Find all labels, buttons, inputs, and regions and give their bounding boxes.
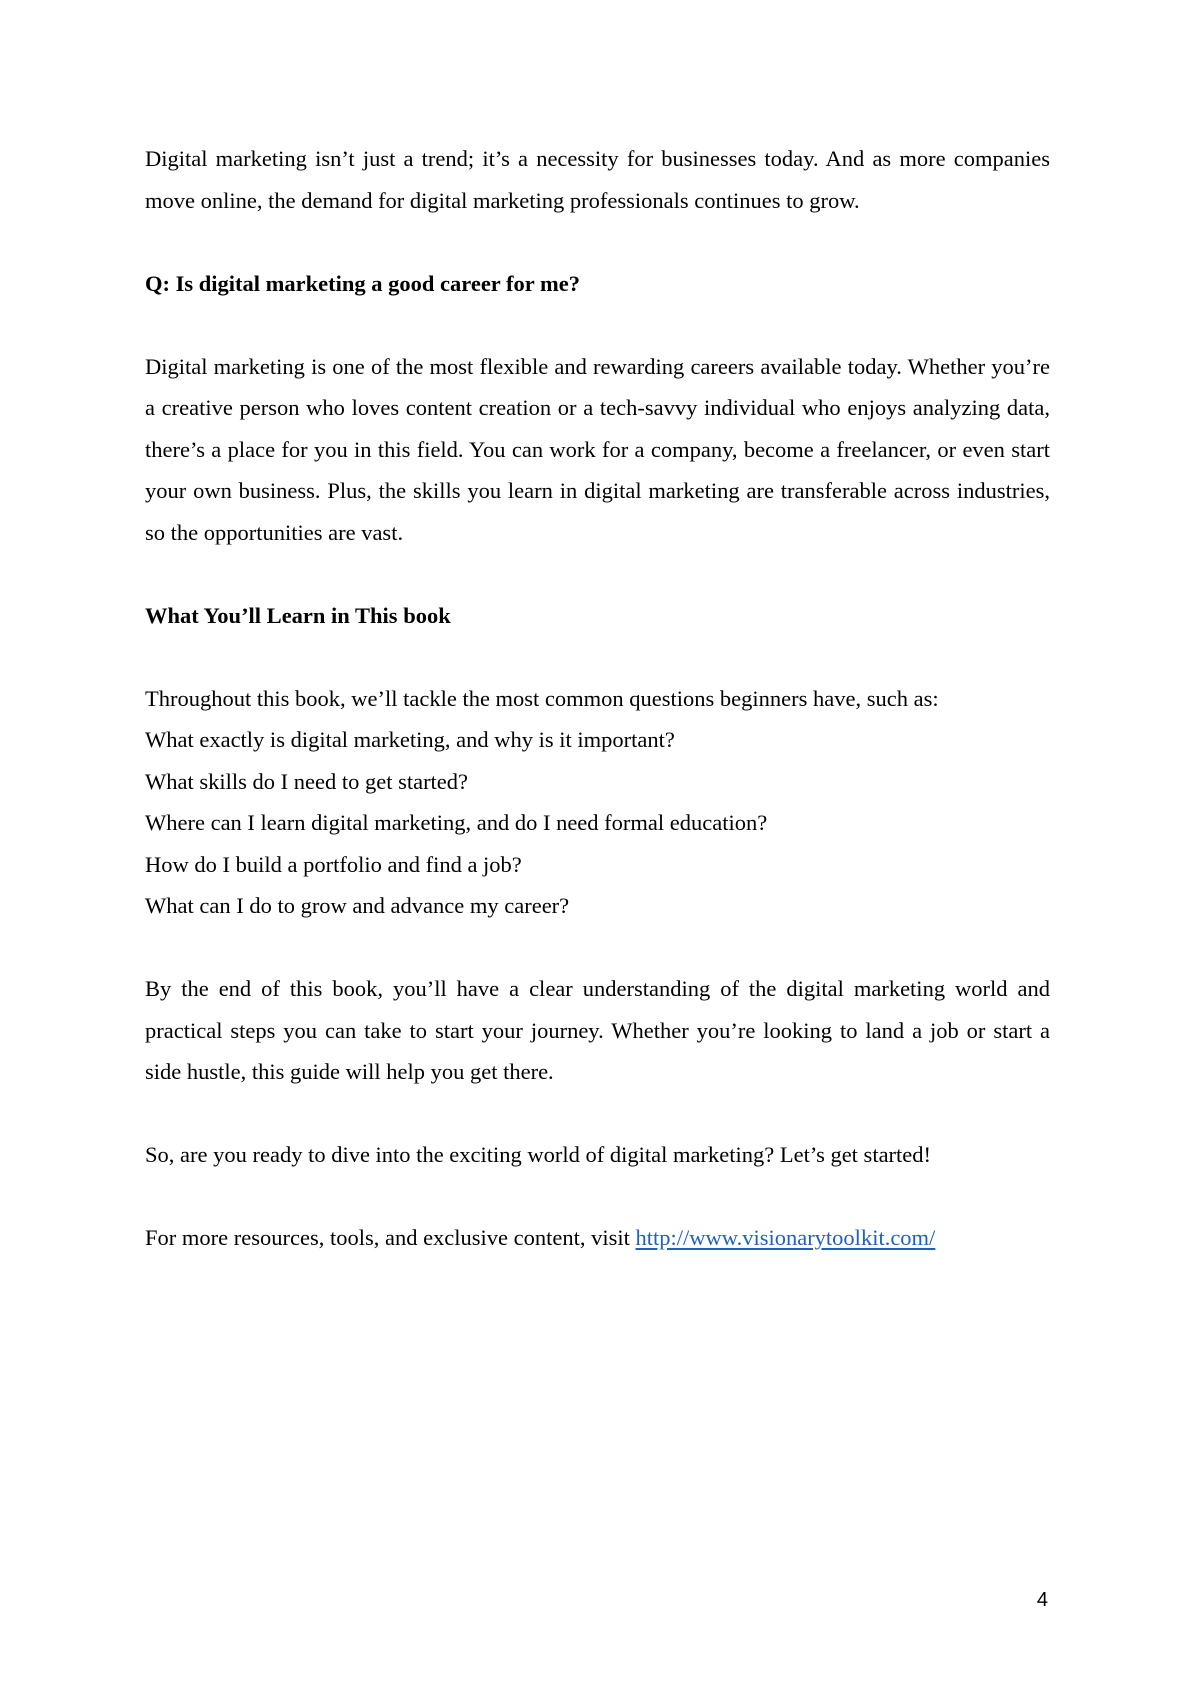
resources-text: For more resources, tools, and exclusive content, visit: [145, 1225, 636, 1250]
spacer: [145, 927, 1050, 969]
spacer: [145, 553, 1050, 595]
call-to-action: So, are you ready to dive into the exciting world of digital marketing? Let’s get started!: [145, 1142, 932, 1167]
resources-line: [145, 1217, 1050, 1259]
what-you-learn-heading: What You’ll Learn in This book: [145, 602, 451, 628]
spacer: [145, 636, 1050, 678]
questions-list: [145, 678, 1050, 927]
intro-paragraph: Digital marketing isn’t just a trend; it’s a necessity for businesses today. And as more companies move online, the demand for digital marketing professionals continues to grow.: [145, 146, 1050, 213]
page-content: [145, 138, 1050, 1259]
website-link[interactable]: http://www.visionarytoolkit.com/: [635, 1225, 936, 1250]
career-question-heading: Q: Is digital marketing a good career for me?: [145, 270, 580, 296]
question-item: Where can I learn digital marketing, and do I need formal education?: [145, 810, 768, 835]
spacer: [145, 304, 1050, 346]
closing-paragraph: By the end of this book, you’ll have a clear understanding of the digital marketing world and practical steps you can take to start your journey. Whether you’re looking to land a job or start a side hustle, this guide will help you get there.: [145, 976, 1050, 1084]
question-item: What skills do I need to get started?: [145, 768, 469, 794]
questions-lead: Throughout this book, we’ll tackle the most common questions beginners have, such as:: [145, 685, 939, 711]
spacer: [145, 1176, 1050, 1218]
question-item: What can I do to grow and advance my career?: [145, 893, 570, 918]
spacer: [145, 221, 1050, 263]
career-paragraph: Digital marketing is one of the most flexible and rewarding careers available today. Whether you’re a creative person who loves content creation or a tech-savvy individual who enjoys analyzing data, there’s a place for you in this field. You can work for a company, become a freelancer, or even start your own business. Plus, the skills you learn in digital marketing are transferable across industries, so the opportunities are vast.: [145, 353, 1050, 545]
question-item: What exactly is digital marketing, and why is it important?: [145, 727, 675, 752]
spacer: [145, 1093, 1050, 1135]
question-item: How do I build a portfolio and find a job?: [145, 851, 522, 877]
page-number: 4: [1036, 1589, 1048, 1611]
